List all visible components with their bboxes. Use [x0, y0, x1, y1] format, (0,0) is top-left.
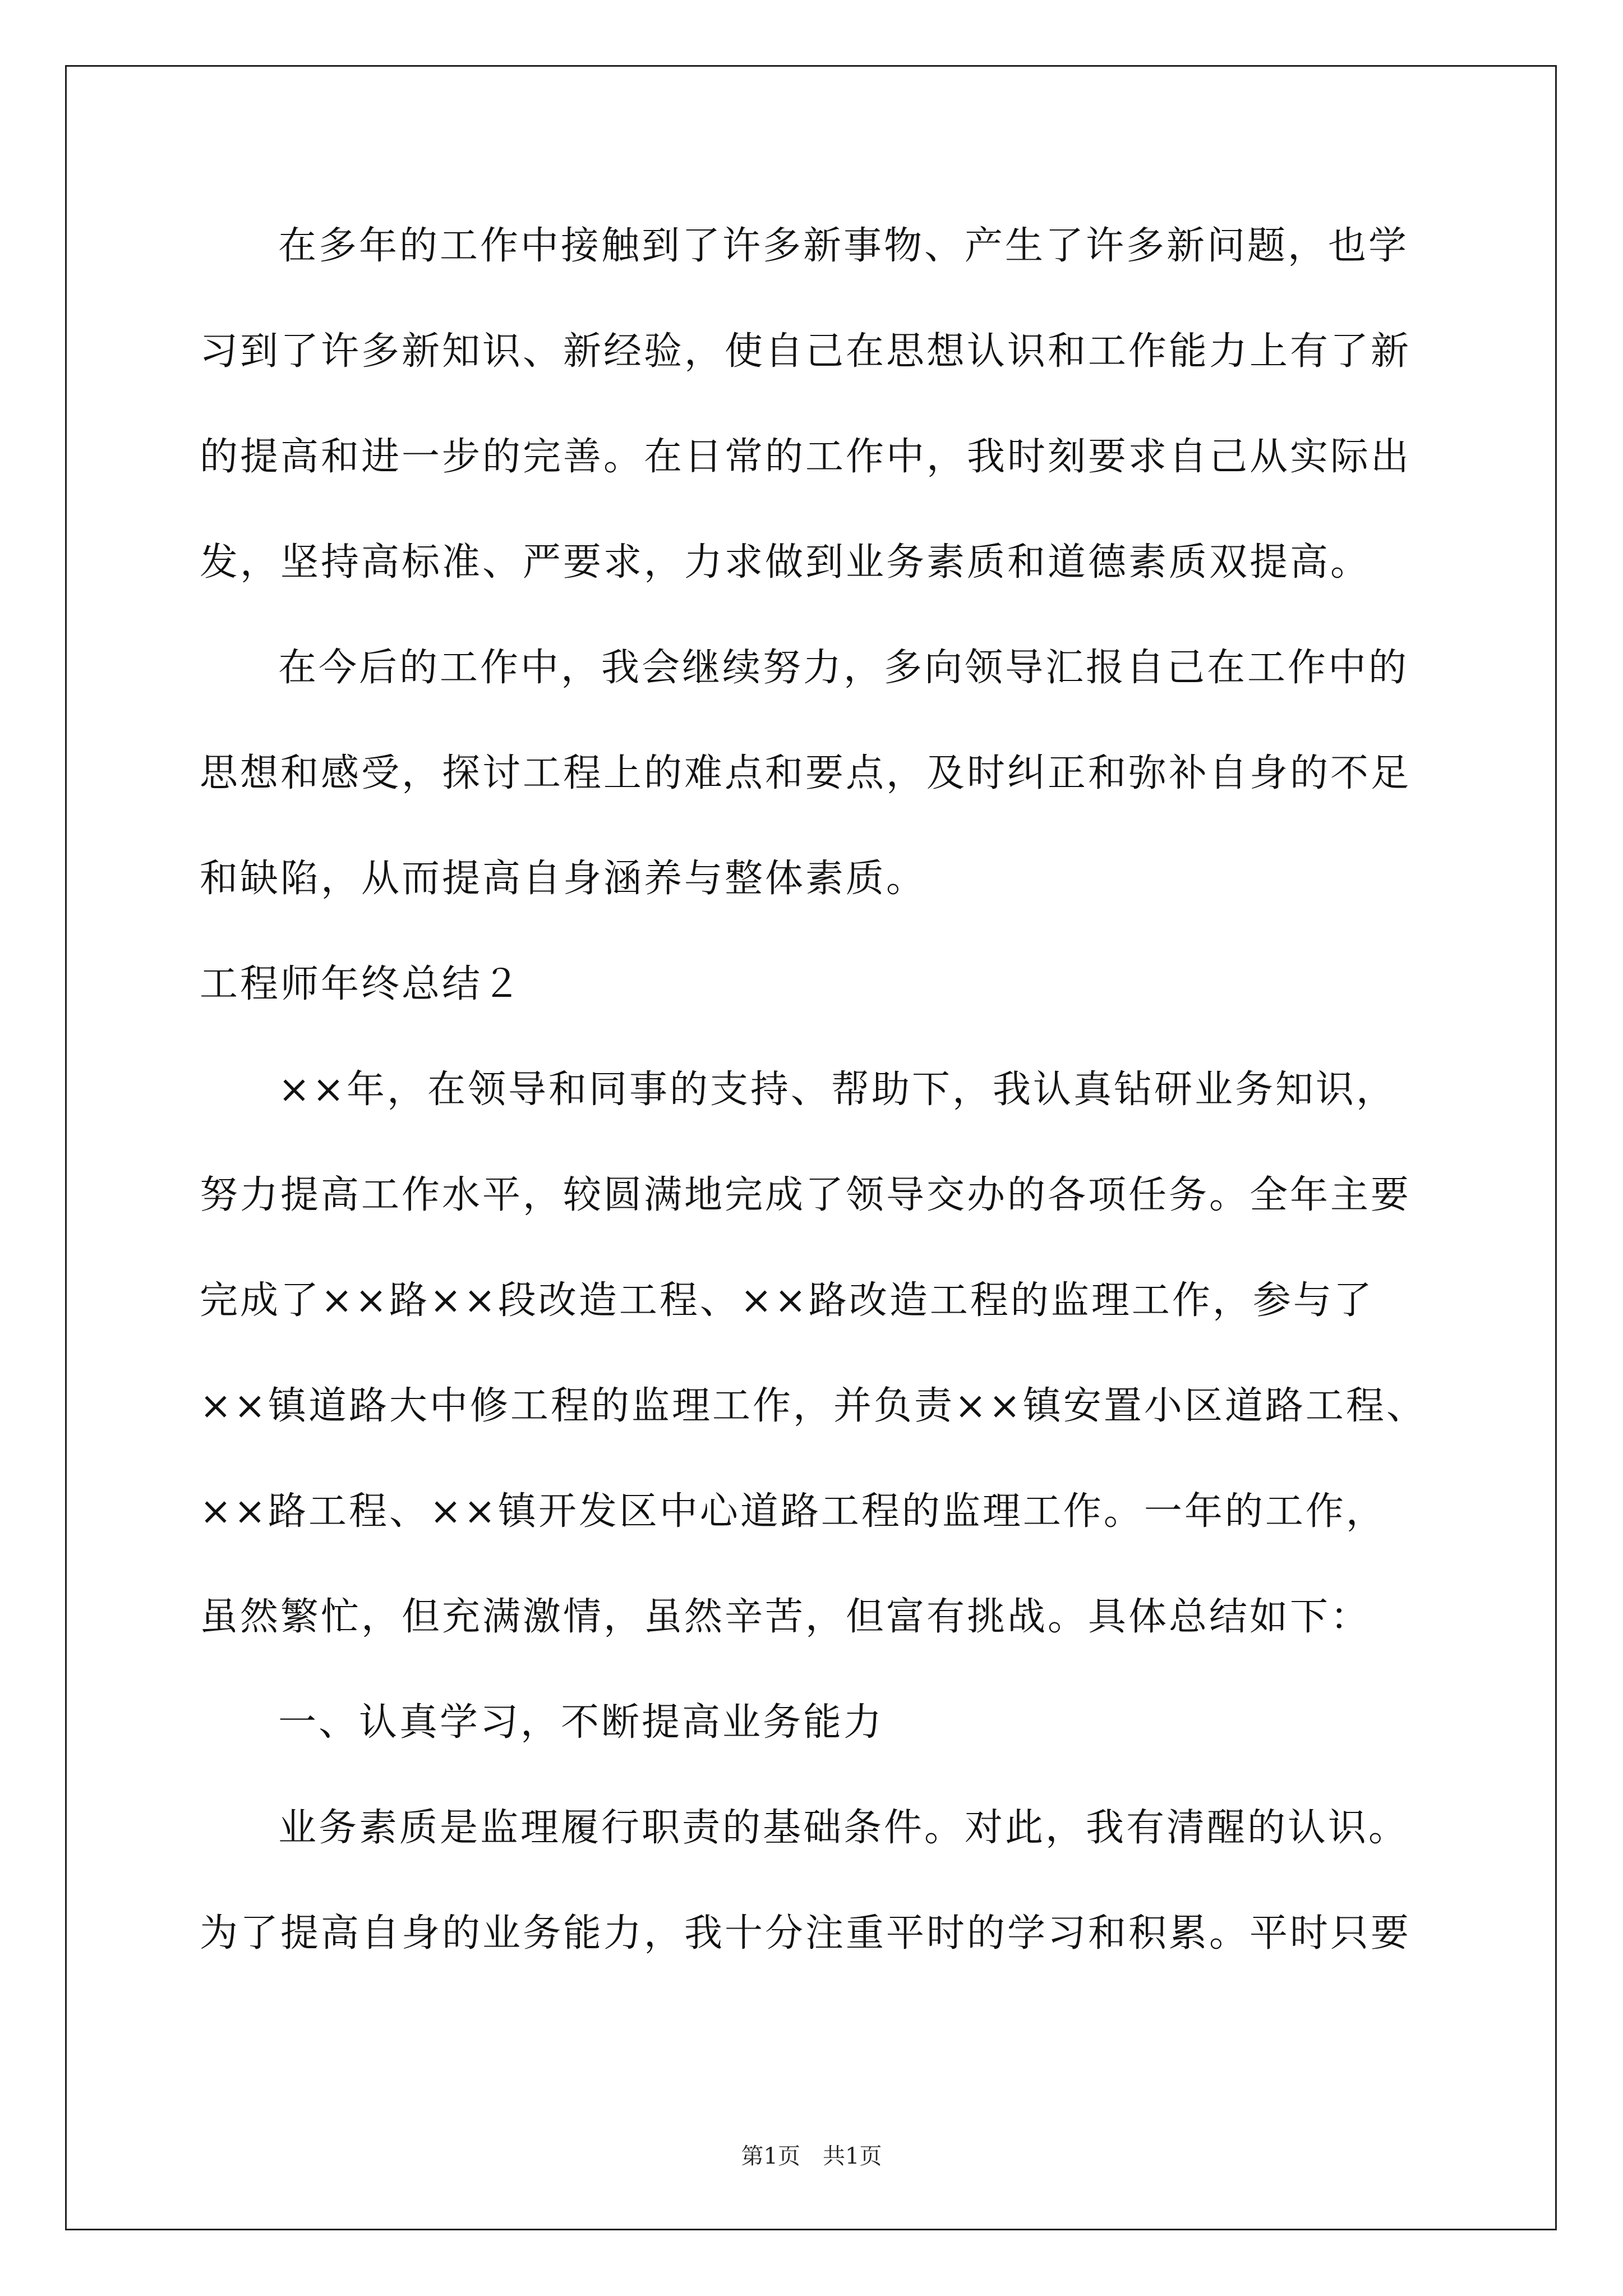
paragraph-line: 在今后的工作中，我会继续努力，多向领导汇报自己在工作中的 — [278, 646, 1409, 690]
page-footer: 第1页 共1页 — [741, 2143, 882, 2169]
paragraph-line: 虽然繁忙，但充满激情，虽然辛苦，但富有挑战。具体总结如下： — [200, 1595, 1371, 1639]
paragraph-line: 完成了××路××段改造工程、××路改造工程的监理工作，参与了 — [200, 1278, 1374, 1323]
paragraph-line: 为了提高自身的业务能力，我十分注重平时的学习和积累。平时只要 — [200, 1911, 1412, 1955]
paragraph-line: 的提高和进一步的完善。在日常的工作中，我时刻要求自己从实际出 — [200, 435, 1412, 479]
paragraph-line: ××年，在领导和同事的支持、帮助下，我认真钻研业务知识， — [278, 1068, 1396, 1112]
paragraph-line: 和缺陷，从而提高自身涵养与整体素质。 — [200, 857, 927, 901]
subsection-heading: 一、认真学习，不断提高业务能力 — [278, 1700, 884, 1745]
paragraph-line: 思想和感受，探讨工程上的难点和要点，及时纠正和弥补自身的不足 — [200, 751, 1412, 795]
paragraph-line: 在多年的工作中接触到了许多新事物、产生了许多新问题，也学 — [278, 224, 1409, 268]
paragraph-line: 努力提高工作水平，较圆满地完成了领导交办的各项任务。全年主要 — [200, 1173, 1412, 1217]
paragraph-line: 习到了许多新知识、新经验，使自己在思想认识和工作能力上有了新 — [200, 329, 1412, 374]
paragraph-line: ××镇道路大中修工程的监理工作，并负责××镇安置小区道路工程、 — [200, 1384, 1427, 1428]
paragraph-line: 业务素质是监理履行职责的基础条件。对此，我有清醒的认识。 — [278, 1806, 1409, 1850]
section-heading: 工程师年终总结２ — [200, 962, 523, 1006]
paragraph-line: ××路工程、××镇开发区中心道路工程的监理工作。一年的工作， — [200, 1489, 1386, 1534]
paragraph-line: 发，坚持高标准、严要求，力求做到业务素质和道德素质双提高。 — [200, 540, 1371, 585]
